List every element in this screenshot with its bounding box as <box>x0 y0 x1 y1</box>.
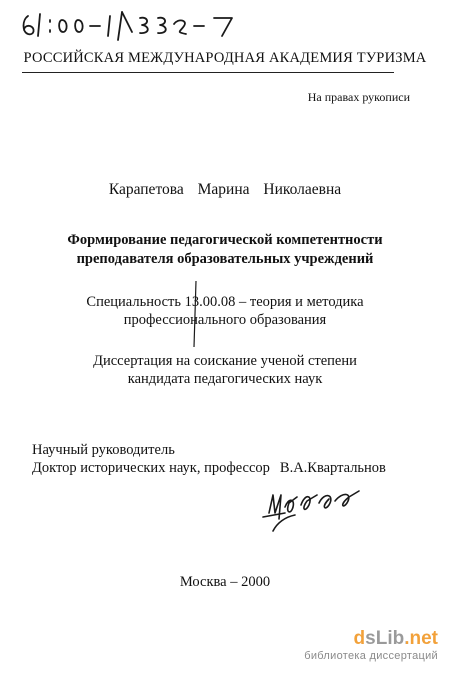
dissertation-title <box>0 231 450 269</box>
author-first-name: Марина <box>197 181 250 198</box>
header-divider <box>22 72 394 73</box>
manuscript-rights-note: На правах рукописи <box>307 90 410 104</box>
pen-stroke-mark <box>189 279 259 349</box>
handwritten-signature <box>255 473 375 535</box>
supervisor-degree: Доктор исторических наук, профессор <box>32 460 270 476</box>
author-patronymic: Николаевна <box>263 181 342 198</box>
author-name <box>0 181 450 199</box>
specialty-line-2: профессионального образования <box>123 312 327 328</box>
degree-line-2: кандидата педагогических наук <box>127 371 323 387</box>
degree-line-1: Диссертация на соискание ученой степени <box>93 353 357 369</box>
city-and-year: Москва – 2000 <box>179 574 271 590</box>
institution-name: РОССИЙСКАЯ МЕЖДУНАРОДНАЯ АКАДЕМИЯ ТУРИЗМА <box>23 50 427 66</box>
dslib-logo <box>258 628 438 650</box>
author-surname: Карапетова <box>108 181 184 198</box>
degree-statement <box>0 352 450 388</box>
supervisor-block <box>32 441 386 477</box>
title-line-1: Формирование педагогической компетентности <box>67 232 383 248</box>
handwritten-archive-number <box>18 6 288 42</box>
dslib-logo-text: dsLib.net <box>353 628 438 649</box>
title-line-2: преподавателя образовательных учреждений <box>76 251 374 267</box>
supervisor-name: В.А.Квартальнов <box>279 460 386 476</box>
dslib-watermark <box>258 628 438 662</box>
specialty-line-1: Специальность 13.00.08 – теория и методика <box>86 294 364 310</box>
dslib-tagline: библиотека диссертаций <box>304 650 438 662</box>
supervisor-label: Научный руководитель <box>32 442 175 458</box>
